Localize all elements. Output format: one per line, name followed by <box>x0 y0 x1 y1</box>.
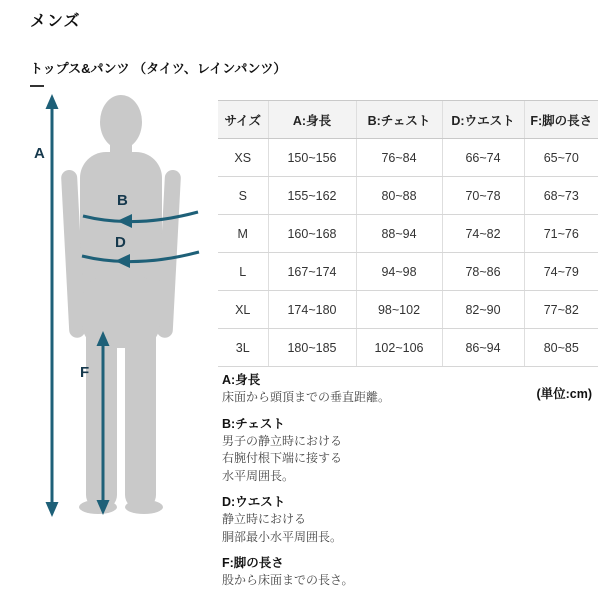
legend-desc: 右腕付根下端に接する <box>222 451 343 465</box>
size-table-header-row <box>218 101 598 139</box>
label-a: A <box>34 145 45 162</box>
col-header-size: サイズ <box>218 101 268 139</box>
cell-value: 68~73 <box>524 177 598 215</box>
label-d: D <box>115 234 126 251</box>
legend-desc: 股から床面までの長さ。 <box>222 573 354 587</box>
cell-size: M <box>218 215 268 253</box>
cell-value: 76~84 <box>356 139 442 177</box>
cell-value: 80~88 <box>356 177 442 215</box>
legend-desc: 床面から頭頂までの垂直距離。 <box>222 390 391 404</box>
table-row-xl <box>218 291 598 329</box>
unit-note: (単位:cm) <box>536 387 592 401</box>
col-header-chest: B:チェスト <box>356 101 442 139</box>
legend-term-chest: B:チェスト <box>222 416 285 431</box>
cell-size: XS <box>218 139 268 177</box>
table-row-m <box>218 215 598 253</box>
cell-value: 71~76 <box>524 215 598 253</box>
cell-value: 167~174 <box>268 253 356 291</box>
cell-value: 88~94 <box>356 215 442 253</box>
cell-value: 74~82 <box>442 215 524 253</box>
cell-value: 94~98 <box>356 253 442 291</box>
label-b: B <box>117 192 128 209</box>
cell-value: 78~86 <box>442 253 524 291</box>
height-arrow <box>46 94 59 517</box>
cell-size: S <box>218 177 268 215</box>
cell-value: 86~94 <box>442 329 524 367</box>
cell-size: 3L <box>218 329 268 367</box>
cell-size: XL <box>218 291 268 329</box>
legend-term-waist: D:ウエスト <box>222 495 286 509</box>
cell-value: 98~102 <box>356 291 442 329</box>
cell-value: 155~162 <box>268 177 356 215</box>
cell-value: 150~156 <box>268 139 356 177</box>
cell-size: L <box>218 253 268 291</box>
cell-value: 82~90 <box>442 291 524 329</box>
table-row-3l <box>218 329 598 367</box>
legend-desc: 水平周囲長。 <box>222 468 295 483</box>
cell-value: 180~185 <box>268 329 356 367</box>
body-measurement-diagram <box>20 88 220 524</box>
table-row-s <box>218 177 598 215</box>
cell-value: 160~168 <box>268 215 356 253</box>
col-header-leg: F:脚の長さ <box>524 101 598 139</box>
section-title: トップス&パンツ （タイツ、レインパンツ） <box>30 61 287 76</box>
col-header-waist: D:ウエスト <box>442 101 524 139</box>
legend-desc: 男子の静立時における <box>222 433 343 448</box>
legend-term-leg: F:脚の長さ <box>222 556 284 570</box>
cell-value: 74~79 <box>524 253 598 291</box>
legend-desc: 静立時における <box>222 512 307 526</box>
section-underline <box>30 85 44 87</box>
label-f: F <box>80 364 90 381</box>
body-silhouette <box>61 95 181 514</box>
cell-value: 80~85 <box>524 329 598 367</box>
table-row-xs <box>218 139 598 177</box>
cell-value: 174~180 <box>268 291 356 329</box>
size-table <box>218 100 598 367</box>
legend-term-height: A:身長 <box>222 373 261 387</box>
cell-value: 102~106 <box>356 329 442 367</box>
cell-value: 77~82 <box>524 291 598 329</box>
legend-desc: 胴部最小水平周囲長。 <box>222 529 343 544</box>
cell-value: 66~74 <box>442 139 524 177</box>
cell-value: 70~78 <box>442 177 524 215</box>
col-header-height: A:身長 <box>268 101 356 139</box>
page-title: メンズ <box>30 13 81 30</box>
cell-value: 65~70 <box>524 139 598 177</box>
table-row-l <box>218 253 598 291</box>
measurement-legend <box>222 372 502 590</box>
